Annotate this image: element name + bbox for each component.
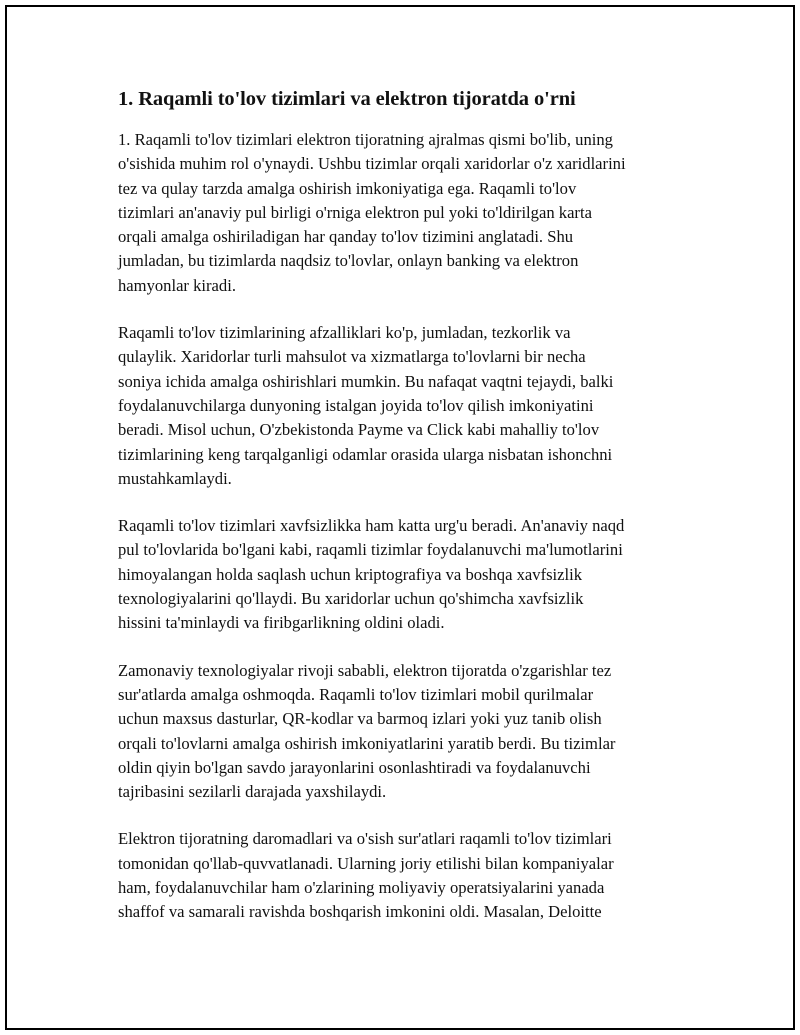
text-line: tez va qulay tarzda amalga oshirish imkoniyatiga ega. Raqamli to'lov bbox=[118, 178, 577, 198]
paragraph bbox=[118, 659, 688, 805]
text-line: jumladan, bu tizimlarda naqdsiz to'lovlar, onlayn banking va elektron bbox=[118, 251, 579, 271]
text-line: Elektron tijoratning daromadlari va o'sish sur'atlari raqamli to'lov tizimlari bbox=[118, 829, 612, 849]
text-line: 1. Raqamli to'lov tizimlari elektron tijoratning ajralmas qismi bo'lib, uning bbox=[118, 130, 613, 149]
section-heading: 1. Raqamli to'lov tizimlari va elektron tijoratda o'rni bbox=[118, 88, 576, 110]
text-line: orqali amalga oshiriladigan har qanday to'lov tizimini anglatadi. Shu bbox=[118, 227, 574, 247]
text-line: qulaylik. Xaridorlar turli mahsulot va xizmatlarga to'lovlarni bir necha bbox=[118, 347, 586, 367]
text-line: sur'atlarda amalga oshmoqda. Raqamli to'lov tizimlari mobil qurilmalar bbox=[118, 684, 594, 704]
text-line: o'sishida muhim rol o'ynaydi. Ushbu tizimlar orqali xaridorlar o'z xaridlarini bbox=[118, 154, 626, 174]
text-line: tizimlari an'anaviy pul birligi o'rniga elektron pul yoki to'ldirilgan karta bbox=[118, 202, 592, 222]
text-line: orqali to'lovlarni amalga oshirish imkoniyatlarini yaratib berdi. Bu tizimlar bbox=[118, 733, 616, 753]
text-line: Zamonaviy texnologiyalar rivoji sababli, elektron tijoratda o'zgarishlar tez bbox=[118, 660, 612, 680]
text-line: ham, foydalanuvchilar ham o'zlarining moliyaviy operatsiyalarini yanada bbox=[118, 878, 605, 898]
text-line: hamyonlar kiradi. bbox=[118, 275, 236, 295]
paragraph bbox=[118, 827, 688, 924]
document-body bbox=[118, 85, 688, 948]
paragraph bbox=[118, 321, 688, 491]
text-line: beradi. Misol uchun, O'zbekistonda Payme va Click kabi mahalliy to'lov bbox=[118, 420, 600, 440]
text-line: Raqamli to'lov tizimlarining afzalliklari ko'p, jumladan, tezkorlik va bbox=[118, 323, 571, 343]
paragraph bbox=[118, 514, 688, 635]
text-line: soniya ichida amalga oshirishlari mumkin. Bu nafaqat vaqtni tejaydi, balki bbox=[118, 371, 614, 391]
text-line: tizimlarining keng tarqalganligi odamlar orasida ularga nisbatan ishonchni bbox=[118, 444, 613, 464]
text-line: Raqamli to'lov tizimlari xavfsizlikka ham katta urg'u beradi. An'anaviy naqd bbox=[118, 516, 625, 536]
page-frame bbox=[5, 5, 795, 1030]
text-line: foydalanuvchilarga dunyoning istalgan joyida to'lov qilish imkoniyatini bbox=[118, 395, 594, 415]
text-line: shaffof va samarali ravishda boshqarish imkonini oldi. Masalan, Deloitte bbox=[118, 902, 602, 922]
paragraph-list bbox=[118, 128, 688, 925]
text-line: uchun maxsus dasturlar, QR-kodlar va barmoq izlari yoki yuz tanib olish bbox=[118, 709, 602, 729]
text-line: tajribasini sezilarli darajada yaxshilaydi. bbox=[118, 782, 387, 802]
text-line: oldin qiyin bo'lgan savdo jarayonlarini osonlashtiradi va foydalanuvchi bbox=[118, 757, 591, 777]
text-line: pul to'lovlarida bo'lgani kabi, raqamli tizimlar foydalanuvchi ma'lumotlarini bbox=[118, 540, 623, 560]
text-line: texnologiyalarini qo'llaydi. Bu xaridorlar uchun qo'shimcha xavfsizlik bbox=[118, 589, 584, 609]
text-line: hissini ta'minlaydi va firibgarlikning oldini oladi. bbox=[118, 613, 445, 633]
text-line: tomonidan qo'llab-quvvatlanadi. Ularning joriy etilishi bilan kompaniyalar bbox=[118, 853, 614, 873]
text-line: himoyalangan holda saqlash uchun kriptografiya va boshqa xavfsizlik bbox=[118, 564, 583, 584]
text-line: mustahkamlaydi. bbox=[118, 468, 232, 488]
paragraph bbox=[118, 128, 688, 298]
